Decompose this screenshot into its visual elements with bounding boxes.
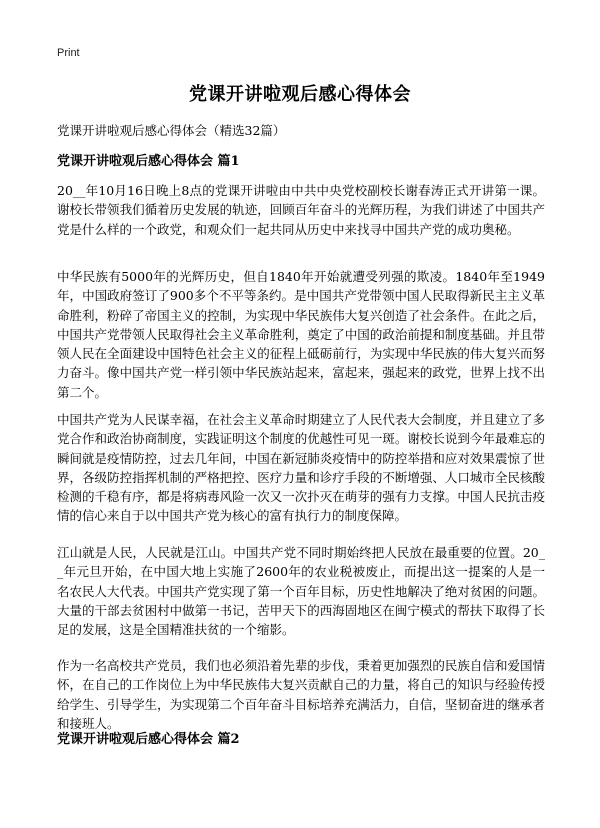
page-title: 党课开讲啦观后感心得体会	[189, 84, 411, 105]
paragraph-5: 作为一名高校共产党员，我们也必须沿着先辈的步伐，秉着更加强烈的民族自信和爱国情怀，在自己的工作岗位上为中华民族伟大复兴贡献自己的力量，将自己的知识与经验传授给学生、引导学生，为实现第二个百年奋斗目标培养充满活力，自信，坚韧奋进的继承者和接班人。	[57, 658, 545, 731]
document-subtitle: 党课开讲啦观后感心得体会（精选32篇）	[57, 123, 286, 138]
paragraph-1: 20__年10月16日晚上8点的党课开讲啦由中共中央党校副校长谢春涛正式开讲第一课。谢校长带领我们循着历史发展的轨迹，回顾百年奋斗的光辉历程，为我们讲述了中国共产党是什么样的一个政党，和观众们一起共同从历史中来找寻中国共产党的成功奥秘。	[57, 183, 545, 237]
section-heading-2: 党课开讲啦观后感心得体会 篇2	[57, 732, 240, 747]
paragraph-2: 中华民族有5000年的光辉历史，但自1840年开始就遭受列强的欺凌。1840年至1949年，中国政府签订了900多个不平等条约。是中国共产党带领中国人民取得新民主主义革命胜利，粉碎了帝国主义的控制，为实现中华民族伟大复兴创造了社会条件。在此之后，中国共产党带领人民取得社会主义革命胜利，奠定了中国的政治前提和制度基础。并且带领人民在全面建设中国特色社会主义的征程上砥砺前行，为实现中华民族的伟大复兴而努力奋斗。像中国共产党一样引领中华民族站起来，富起来，强起来的政党，世界上找不出第二个。	[57, 269, 545, 400]
section-heading-1: 党课开讲啦观后感心得体会 篇1	[57, 154, 240, 169]
paragraph-3: 中国共产党为人民谋幸福，在社会主义革命时期建立了人民代表大会制度，并且建立了多党合作和政治协商制度，实践证明这个制度的优越性可见一斑。谢校长说到今年最难忘的瞬间就是疫情防控，过去几年间，中国在新冠肺炎疫情中的防控举措和应对效果震惊了世界，各级防控指挥机制的严格把控、医疗力量和诊疗手段的不断增强、人口城市全民核酸检测的千稳有序，都是将病毒风险一次又一次扑灭在萌芽的强有力支撑。中国人民抗击疫情的信心来自于以中国共产党为核心的富有执行力的制度保障。	[57, 412, 545, 524]
paragraph-4: 江山就是人民，人民就是江山。中国共产党不同时期始终把人民放在最重要的位置。20__年元旦开始，在中国大地上实施了2600年的农业税被废止，而提出这一提案的人是一名农民人大代表。中国共产党实现了第一个百年目标，历史性地解决了绝对贫困的问题。大量的干部去贫困村中做第一书记，苦甲天下的西海固地区在闽宁模式的帮扶下取得了长足的发展，这是全国精准扶贫的一个缩影。	[57, 545, 545, 638]
print-link[interactable]: Print	[57, 47, 80, 59]
